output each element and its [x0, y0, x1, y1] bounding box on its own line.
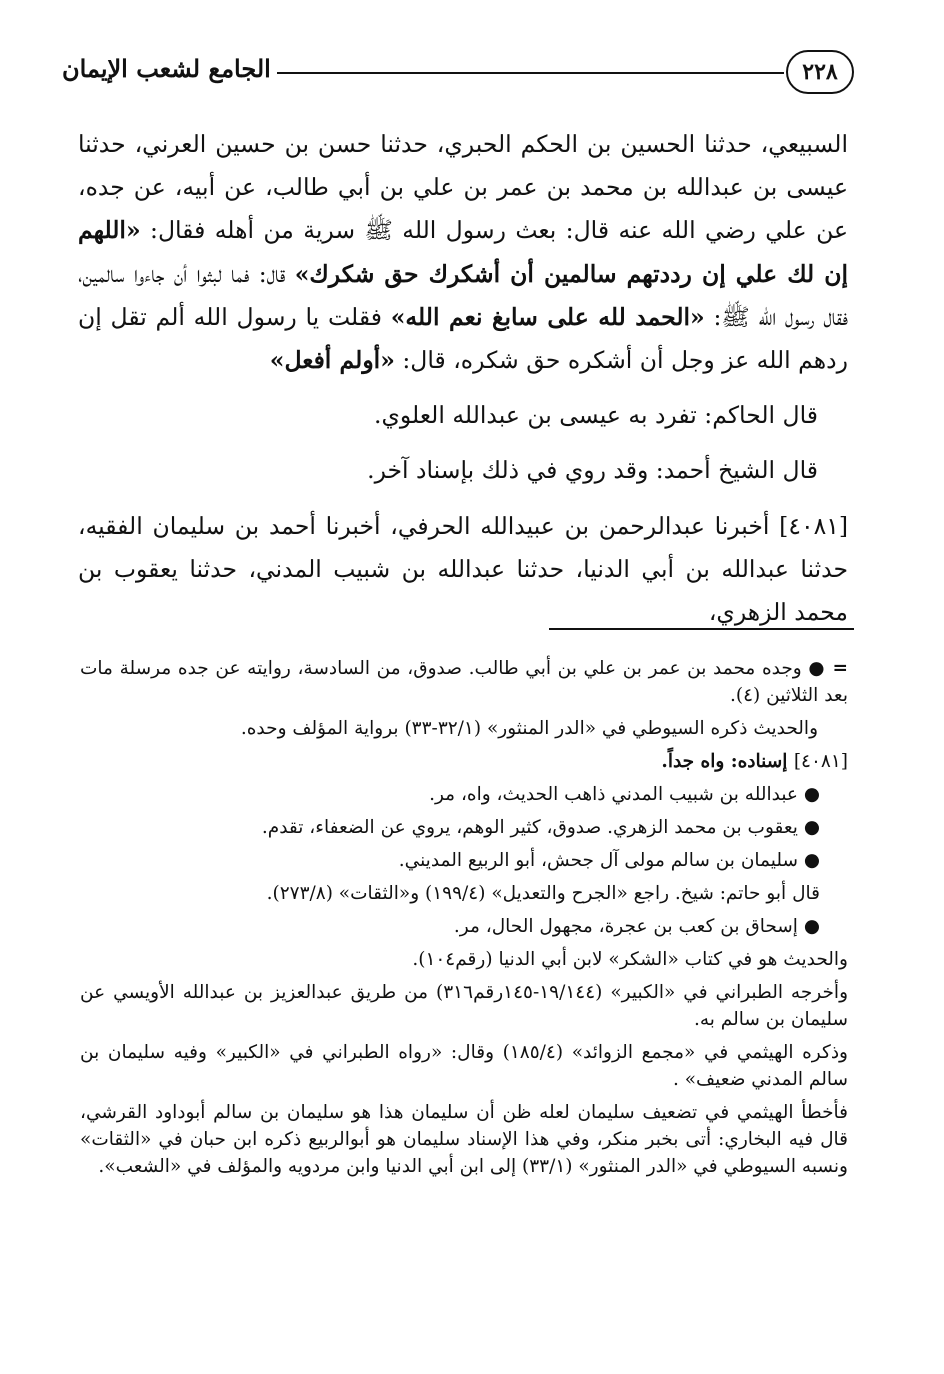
bullet-icon: ●	[803, 817, 820, 838]
footnote-item: وذكره الهيثمي في «مجمع الزوائد» (١٨٥/٤) وقال: «رواه الطبراني في «الكبير» وفيه سليمان بن سالم المدني ضعيف» .	[80, 1042, 848, 1090]
text-run: قال: فما لبثوا أن جاءوا سالمين، فقال رسول الله ﷺ:	[78, 259, 848, 331]
isnad-text: أخبرنا عبدالرحمن بن عبيدالله الحرفي، أخبرنا أحمد بن سليمان الفقيه، حدثنا عبدالله بن أبي الدنيا، حدثنا عبدالله بن شبيب المدني، حدثنا يعقوب بن محمد الزهري،	[78, 511, 848, 627]
prophetic-quote: «أولم أفعل»	[269, 346, 395, 375]
footnote-item	[80, 655, 848, 709]
hadith-4081	[78, 505, 848, 635]
header-rule	[277, 72, 784, 74]
prophetic-quote: «الحمد لله على سابغ نعم الله»	[390, 302, 705, 331]
footnotes	[80, 655, 848, 1180]
footnote-text: يعقوب بن محمد الزهري. صدوق، كثير الوهم، يروي عن الضعفاء، تقدم.	[261, 817, 798, 838]
footnote-text: سليمان بن سالم مولى آل جحش، أبو الربيع المديني.	[398, 850, 798, 871]
hadith-number: [٤٠٨١]	[779, 511, 848, 540]
continuation-bullet: = ●	[808, 658, 848, 679]
bullet-icon: ●	[803, 784, 820, 805]
shaykh-comment: قال الشيخ أحمد: وقد روي في ذلك بإسناد آخر.	[367, 456, 818, 485]
footnote-item: وأخرجه الطبراني في «الكبير» (١٩/١٤٤-١٤٥رقم٣١٦) من طريق عبدالعزيز بن عبدالله الأويسي عن سليمان بن سالم به.	[80, 982, 849, 1030]
bullet-icon: ●	[803, 850, 820, 871]
footnote-text: عبدالله بن شبيب المدني ذاهب الحديث، واه، مر.	[429, 784, 798, 805]
footnote-text: إسحاق بن كعب بن عجرة، مجهول الحال، مر.	[453, 916, 798, 937]
bullet-icon: ●	[803, 916, 820, 937]
footnote-item: والحديث ذكره السيوطي في «الدر المنثور» (٣٢/١-٣٣) برواية المؤلف وحده.	[240, 718, 818, 739]
narrator-item	[80, 913, 848, 940]
footnote-item: فأخطأ الهيثمي في تضعيف سليمان لعله ظن أن سليمان هذا هو سليمان بن سالم أبوداود القرشي، قال فيه البخاري: أتى بخبر منكر، وفي هذا الإسناد سليمان هو أبوالربيع ذكره ابن حبان في «الثقات» ونسبه السيوطي في «الدر المنثور» (٣٣/١) إلى ابن أبي الدنيا وابن مردويه والمؤلف في «الشعب».	[80, 1102, 848, 1177]
text-run: السبيعي، حدثنا الحسين بن الحكم الحبري، حدثنا حسن بن حسين العرني، حدثنا عيسى بن عبدالله بن محمد بن عمر بن علي بن أبي طالب، عن أبيه، عن جده، عن علي رضي الله عنه قال: بعث رسول الله ﷺ سرية من أهله فقال:	[78, 130, 848, 245]
footnote-item: قال أبو حاتم: شيخ. راجع «الجرح والتعديل» (١٩٩/٤) و«الثقات» (٢٧٣/٨).	[266, 883, 820, 904]
footnote-item	[80, 748, 848, 775]
page-number: ٢٢٨	[786, 50, 854, 94]
narrator-item	[80, 814, 848, 841]
footnote-item: والحديث هو في كتاب «الشكر» لابن أبي الدنيا (رقم١٠٤).	[412, 949, 848, 970]
footnote-number: [٤٠٨١]	[793, 751, 848, 772]
footnote-separator	[549, 628, 854, 630]
footnote-text: وجده محمد بن عمر بن علي بن أبي طالب. صدوق، من السادسة، روايته عن جده مرسلة مات بعد الثلاثين (٤).	[80, 658, 848, 706]
hakim-comment: قال الحاكم: تفرد به عيسى بن عبدالله العلوي.	[374, 401, 818, 430]
narrator-item	[80, 847, 848, 874]
main-text	[78, 123, 848, 634]
running-title: الجامع لشعب الإيمان	[62, 54, 271, 83]
page-header	[62, 48, 854, 104]
footnote-text: إسناده: واه جداً.	[661, 751, 794, 772]
prophetic-quote: «اللهم إن لك علي إن رددتهم سالمين أن أشكرك حق شكرك»	[78, 216, 848, 288]
text-run: فقلت يا رسول الله ألم تقل إن ردهم الله عز وجل أن أشكره حق شكره، قال:	[78, 302, 848, 375]
hadith-paragraph	[78, 123, 848, 382]
narrator-item	[80, 781, 848, 808]
